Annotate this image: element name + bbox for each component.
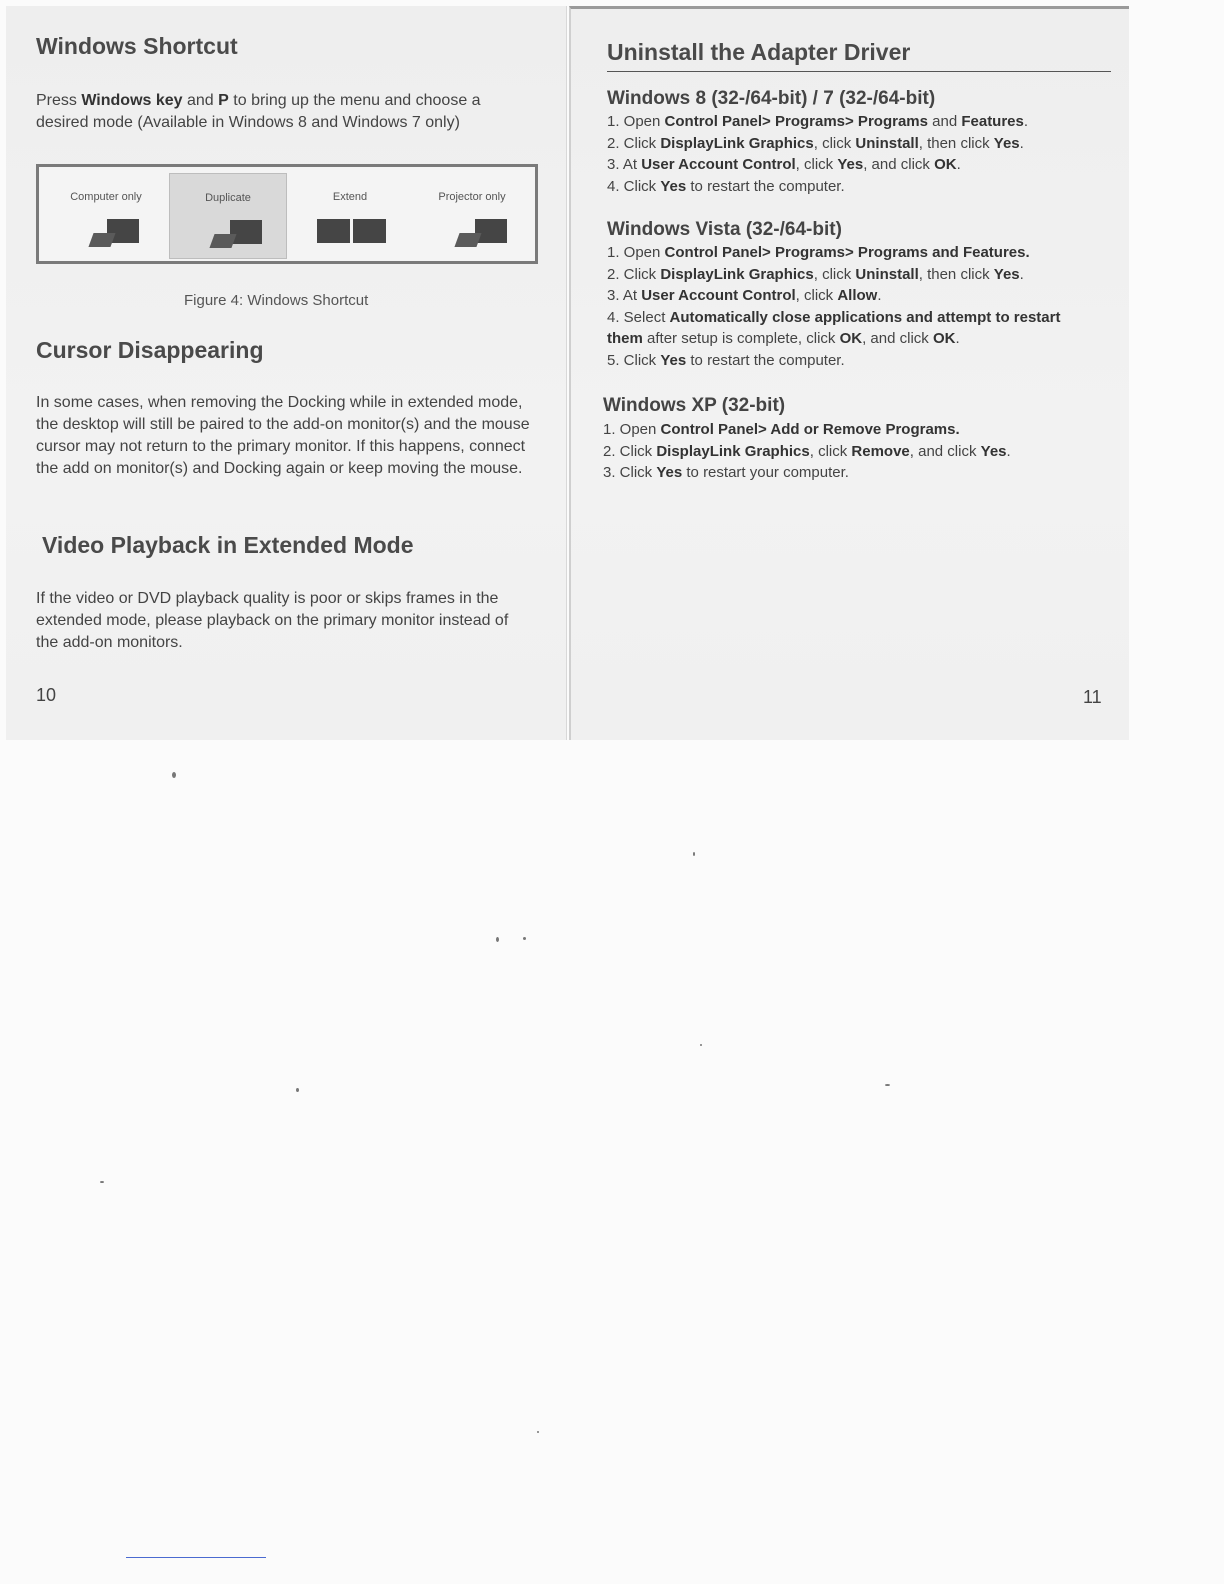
title-rule [607,71,1111,72]
text-run: 3. At [607,287,642,305]
text-run: , and click [909,442,981,460]
cursor-disappearing-text: In some cases, when removing the Docking while in extended mode, the desktop will still be paired to the add-on monitor(s) and the mouse cursor may not return to the primary monitor. If this happens, connect the add on monitor(s) and Docking again or keep moving the mouse. [36,394,530,477]
step-item [603,441,1093,463]
text-run: 1. Open [607,244,665,261]
bold-text: Windows key [81,92,183,109]
step-item [607,242,1097,264]
bold-text: Control Panel> Programs> Programs [664,113,928,130]
bold-text: Uninstall [855,134,919,152]
text-run: , click [795,287,838,305]
booklet-spread [6,6,1130,740]
bold-text: User Account Control [641,287,796,305]
bold-text: Yes [656,464,683,482]
monitor-icon [475,219,507,243]
section-heading-win8: Windows 8 (32-/64-bit) / 7 (32-/64-bit) [607,88,936,109]
laptop-icon [454,233,481,247]
text-run: , then click [918,134,994,152]
step-item [607,350,1097,372]
mode-duplicate [169,173,287,259]
text-run: 4. Select [607,308,670,326]
section-heading-xp: Windows XP (32-bit) [603,395,786,416]
text-run: 2. Click [603,442,657,460]
bold-text: DisplayLink Graphics [660,265,814,283]
step-item [603,462,1093,484]
bold-text: Control Panel> Add or Remove Programs. [660,421,960,438]
laptop-icon [209,234,236,248]
text-run: to restart the computer. [686,177,845,195]
bold-text: Yes [660,177,687,195]
bold-text: Yes [993,265,1020,283]
bold-text: Automatically close applications and attempt to restart them [607,308,1061,348]
bold-text: Control Panel> Programs> Programs and Features. [664,244,1030,261]
cursor-disappearing-title: Cursor Disappearing [36,337,264,363]
scan-speck [693,852,695,856]
text-run: 2. Click [607,134,661,152]
bold-text: Yes [993,134,1020,152]
monitor-icon [230,220,262,244]
step-item [607,111,1097,133]
scan-speck [885,1084,890,1086]
text-run: . [955,330,960,348]
scan-speck [523,937,526,940]
video-playback-text: If the video or DVD playback quality is poor or skips frames in the extended mode, please playback on the primary monitor instead of the add-on monitors. [36,590,509,651]
scan-speck [172,772,176,778]
scan-speck [700,1044,702,1046]
text-run: Press [36,92,82,109]
step-item [607,285,1097,307]
right-page [569,6,1129,740]
text-run: to restart the computer. [686,351,845,369]
text-run: to restart your computer. [682,464,849,482]
scan-speck [496,937,499,942]
text-run: 2. Click [607,265,661,283]
text-run: , click [813,134,856,152]
bold-text: DisplayLink Graphics [660,134,814,152]
monitor-icon [317,219,350,243]
bold-text: DisplayLink Graphics [656,442,810,460]
mode-label: Computer only [70,191,142,203]
scan-edge-line [126,1557,266,1558]
windows-shortcut-text [36,90,516,134]
scan-speck [537,1431,539,1433]
text-run: and [182,92,219,109]
bold-text: Remove [851,442,910,460]
figure-caption: Figure 4: Windows Shortcut [184,292,369,309]
text-run: , and click [862,330,933,348]
bold-text: Yes [980,442,1007,460]
windows-shortcut-title: Windows Shortcut [36,33,238,59]
left-page [6,6,567,740]
uninstall-title: Uninstall the Adapter Driver [607,39,911,65]
steps-win8 [607,111,1097,197]
bold-text: Features [961,113,1024,130]
bold-text: OK [934,156,957,174]
mode-computer-only [47,173,165,259]
bold-text: Yes [837,156,864,174]
text-run: . [956,156,961,174]
mode-label: Duplicate [205,192,251,204]
text-run: , and click [863,156,935,174]
mode-label: Extend [332,191,368,203]
steps-vista [607,242,1097,372]
scan-speck [100,1181,104,1183]
text-run: 1. Open [603,421,661,438]
bold-text: User Account Control [641,156,796,174]
step-item [607,307,1097,350]
laptop-icon [88,233,115,247]
text-run: 4. Click [607,177,661,195]
steps-xp [603,419,1093,484]
text-run: , then click [918,265,994,283]
text-run: and [927,113,962,130]
bold-text: OK [932,330,956,348]
text-run: 3. At [607,156,642,174]
display-mode-figure [36,164,538,264]
step-item [607,133,1097,155]
step-item [603,419,1093,441]
text-run: after setup is complete, click [642,330,840,348]
page-number-left: 10 [36,685,57,705]
text-run: . [1023,113,1029,130]
text-run: to bring up the menu and choose a desired mode (Available in Windows 8 and Windows 7 only) [36,92,481,131]
text-run: . [877,287,882,305]
text-run: , click [813,265,856,283]
text-run: , click [795,156,838,174]
section-heading-vista: Windows Vista (32-/64-bit) [607,219,842,240]
monitor-icon [353,219,386,243]
text-run: . [1019,134,1024,152]
bold-text: Uninstall [855,265,919,283]
text-run: . [1019,265,1024,283]
bold-text: P [218,92,229,109]
mode-projector-only [413,173,531,259]
bold-text: Yes [660,351,687,369]
text-run: . [1006,442,1011,460]
scan-speck [296,1088,299,1092]
step-item [607,264,1097,286]
mode-label: Projector only [438,191,506,203]
mode-extend [291,173,409,259]
step-item [607,154,1097,176]
bold-text: OK [839,330,863,348]
text-run: , click [809,442,852,460]
text-run: 1. Open [607,113,665,130]
page-number-right: 11 [1083,687,1102,707]
text-run: 3. Click [603,464,657,482]
text-run: 5. Click [607,351,661,369]
video-playback-title: Video Playback in Extended Mode [42,532,414,558]
step-item [607,176,1097,198]
bold-text: Allow [837,287,878,305]
